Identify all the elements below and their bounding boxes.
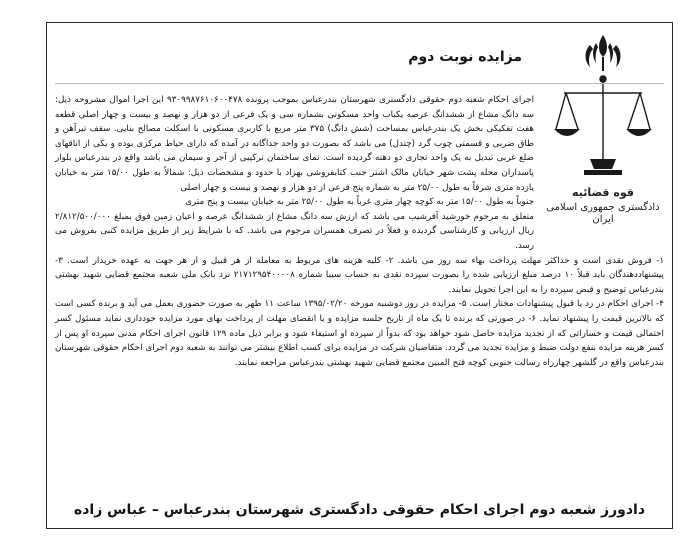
paragraph-property-description: اجرای احکام شعبه دوم حقوقی دادگستری شهرستان بندرعباس بموجب پرونده ۹۳۰۹۹۸۷۶۱۰۶۰۰۴۷۸ این اجرا اموال مشروحه ذیل: سه دانگ مشاع از ششدانگ عرصه یکباب واحد مسکونی بشماره سی و یک فرعی از دو هزار و نهصد و بیست و چهار اصلی قطعه هفت تفکیکی بخش یک بندرعباس بمساحت (شش دانگ) ۳۷۵ متر مربع با کاربری مسکونی با اسکلت مصالح بنایی. سقف تیرآهن و طاق ضربی و قسمتی چوب گرد (چندل) می باشد که بصورت دو واحد جداگانه در آمده که دارای حیاط مرکزی بوده و یکی از اتاقهای ضلع غربی تبدیل به یک واحد تجاری دو دهنه گردیده است. نمای ساختمان ترکیبی از آجر و سیمان می باشد واقع در بندرعباس بلوار پاسداران محله پشت شهر خیابان مالک اشتر جنب کتابفروشی بهزاد با حدود و مشخصات ذیل: شمالاً به طول ۱۵/۰۰ متر به خیابان یازده متری شرقاً به طول ۲۵/۰۰ متر به شماره پنج فرعی از دو هزار و نهصد و بیست و چهار اصلی	[55, 95, 535, 193]
paragraph-south-boundary: جنوباً به طول ۱۵/۰۰ متر به کوچه چهار متری غرباً به طول ۲۵/۰۰ متر به خیابان بیست و پنج متری	[185, 197, 534, 208]
title-divider	[55, 83, 664, 84]
notice-title: مزایده نوبت دوم	[408, 49, 522, 65]
paragraph-conditions-4-6: ۴- اجرای احکام در رد یا قبول پیشنهادات مختار است. ۵- مزایده در روز دوشنبه مورخه ۱۳۹۵/۰۲/۲۰ ساعت ۱۱ ظهر به صورت حضوری بعمل می آید و برنده کسی است که بالاترین قیمت را پیشنهاد نماید. ۶- در صورتی که برنده تا یک ماه از تاریخ جلسه مزایده و یا انقضای مهلت از پرداخت بهای مورد مزایده خودداری نماید مسئول کسر احتمالی قیمت و خساراتی که از تجدید مزایده حاصل شود خواهد بود که بدواً از سپرده او استیفاء شود و برابر ذیل ماده ۱۲۹ قانون اجرای احکام مدنی سپرده او پس از کسر هزینه مزایده بنفع دولت ضبط و مزایده تجدید می گردد. متقاضیان شرکت در مزایده برای کسب اطلاع بیشتر می توانند به شعبه دوم اجرای احکام حقوقی شهرستان بندرعباس واقع در گلشهر چهارراه رسالت جنوبی کوچه فتح المبین مجتمع قضایی شهید بهشتی بندرعباس مراجعه نمایند.	[55, 299, 664, 368]
notice-frame	[46, 22, 673, 529]
emblem-caption-country: دادگستری جمهوری اسلامی ایران	[546, 202, 660, 225]
paragraph-ownership-valuation: متعلق به مرحوم خورشید آفرشیب می باشد که ارزش سه دانگ مشاع از ششدانگ عرصه و اعیان زمین فوق بمبلغ ۲/۸۱۲/۵۰۰/۰۰۰ ریال ارزیابی و کارشناسی گردیده و فعلاً در تصرف همسران مرحوم می باشد. که با شرایط زیر از طریق مزایده کتبی بفروش می رسد.	[55, 211, 534, 251]
notice-body	[55, 93, 664, 370]
paragraph-conditions-1-3: ۱- فروش نقدی است و حداکثر مهلت پرداخت بهاء سه روز می باشد. ۲- کلیه هزینه های مربوط به معامله از هر قبیل و از هر جهت به عهده خریدار است. ۳- پیشنهاددهندگان باید قبلاً ۱۰ درصد مبلغ ارزیابی شده را بصورت سپرده نقدی به حساب سیبا شماره ۲۱۷۱۲۹۵۴۰۰۰۰۸ نزد بانک ملی شعبه مجتمع قضایی شهید بهشتی بندرعباس توضیح و قبض سپرده را به این اجرا تحویل نمایند.	[55, 255, 665, 295]
signature-line: دادورز شعبه دوم اجرای احکام حقوقی دادگستری شهرستان بندرعباس – عباس زاده	[73, 502, 646, 518]
emblem-caption-judiciary: قوه قضائیه	[572, 186, 634, 199]
emblem-spacer	[534, 93, 664, 243]
